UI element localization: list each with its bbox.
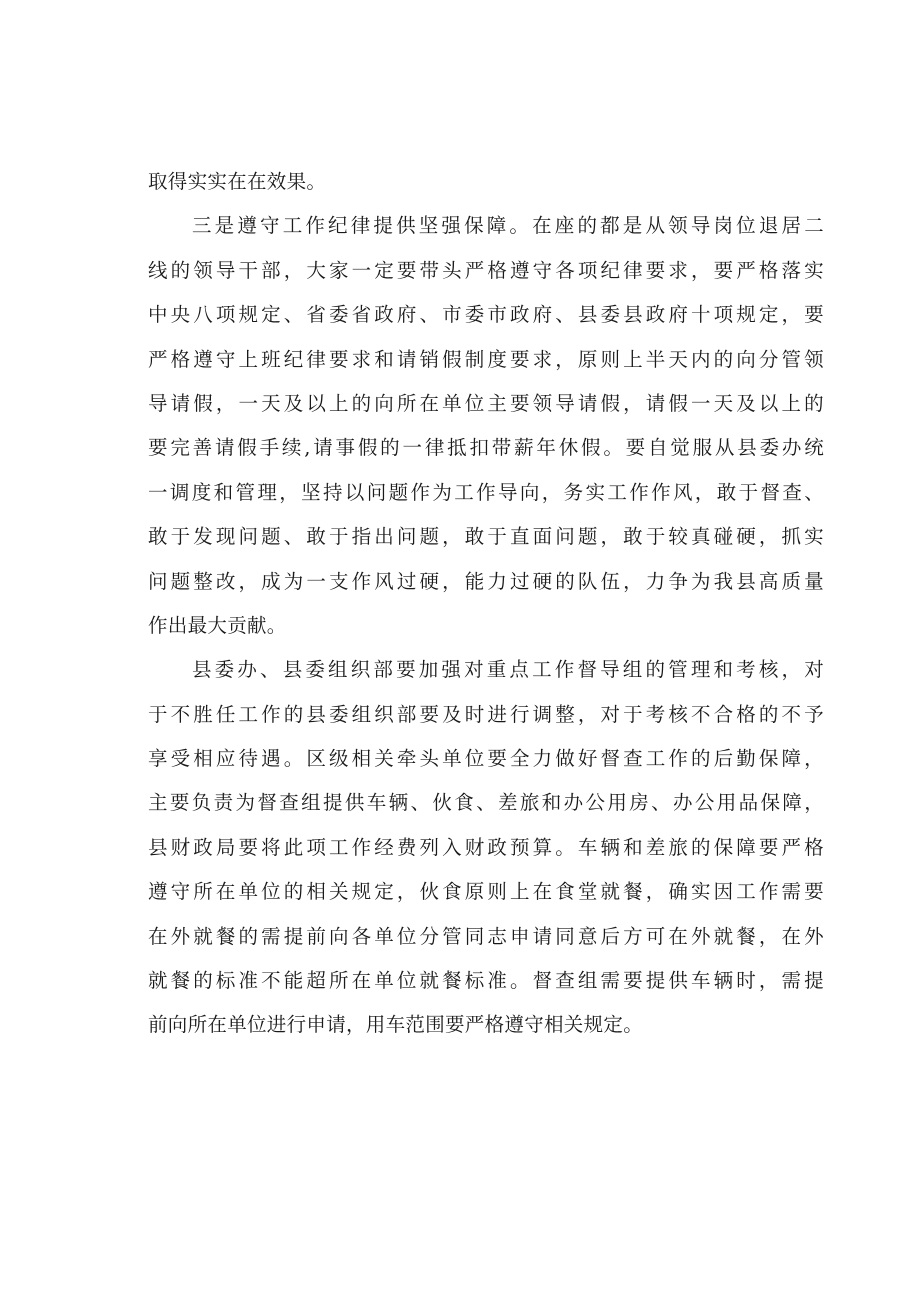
text-line: 中央八项规定、省委省政府、市委市政府、县委县政府十项规定，要 xyxy=(148,303,824,327)
text-line: 作出最大贡献。 xyxy=(148,613,287,637)
text-line: 线的领导干部，大家一定要带头严格遵守各项纪律要求，要严格落实 xyxy=(148,258,824,282)
paragraph-2 xyxy=(148,204,824,648)
text-line: 县委办、县委组织部要加强对重点工作督导组的管理和考核，对 xyxy=(192,658,824,682)
text-line: 问题整改，成为一支作风过硬，能力过硬的队伍，力争为我县高质量 xyxy=(148,569,824,593)
text-line: 主要负责为督查组提供车辆、伙食、差旅和办公用房、办公用品保障， xyxy=(148,791,824,815)
text-line: 敢于发现问题、敢于指出问题，敢于直面问题，敢于较真碰硬，抓实 xyxy=(148,525,824,549)
text-line: 前向所在单位进行申请，用车范围要严格遵守相关规定。 xyxy=(148,1013,644,1037)
text-line: 就餐的标准不能超所在单位就餐标准。督查组需要提供车辆时，需提 xyxy=(148,969,824,993)
text-line: 一调度和管理，坚持以问题作为工作导向，务实工作作风，敢于督查、 xyxy=(148,480,824,504)
text-line: 三是遵守工作纪律提供坚强保障。在座的都是从领导岗位退居二 xyxy=(192,214,824,238)
document-body xyxy=(148,160,824,1048)
text-line: 要完善请假手续,请事假的一律抵扣带薪年休假。要自觉服从县委办统 xyxy=(148,436,824,460)
text-line: 在外就餐的需提前向各单位分管同志申请同意后方可在外就餐，在外 xyxy=(148,924,824,948)
text-line: 严格遵守上班纪律要求和请销假制度要求，原则上半天内的向分管领 xyxy=(148,347,824,371)
text-line: 县财政局要将此项工作经费列入财政预算。车辆和差旅的保障要严格 xyxy=(148,835,824,859)
text-line: 取得实实在在效果。 xyxy=(148,170,327,193)
text-line: 遵守所在单位的相关规定，伙食原则上在食堂就餐，确实因工作需要 xyxy=(148,880,824,904)
text-line: 于不胜任工作的县委组织部要及时进行调整，对于考核不合格的不予 xyxy=(148,702,824,726)
text-line: 享受相应待遇。区级相关牵头单位要全力做好督查工作的后勤保障， xyxy=(148,747,824,771)
text-line: 导请假，一天及以上的向所在单位主要领导请假，请假一天及以上的 xyxy=(148,391,824,415)
paragraph-3 xyxy=(148,648,824,1048)
paragraph-1 xyxy=(148,160,824,204)
